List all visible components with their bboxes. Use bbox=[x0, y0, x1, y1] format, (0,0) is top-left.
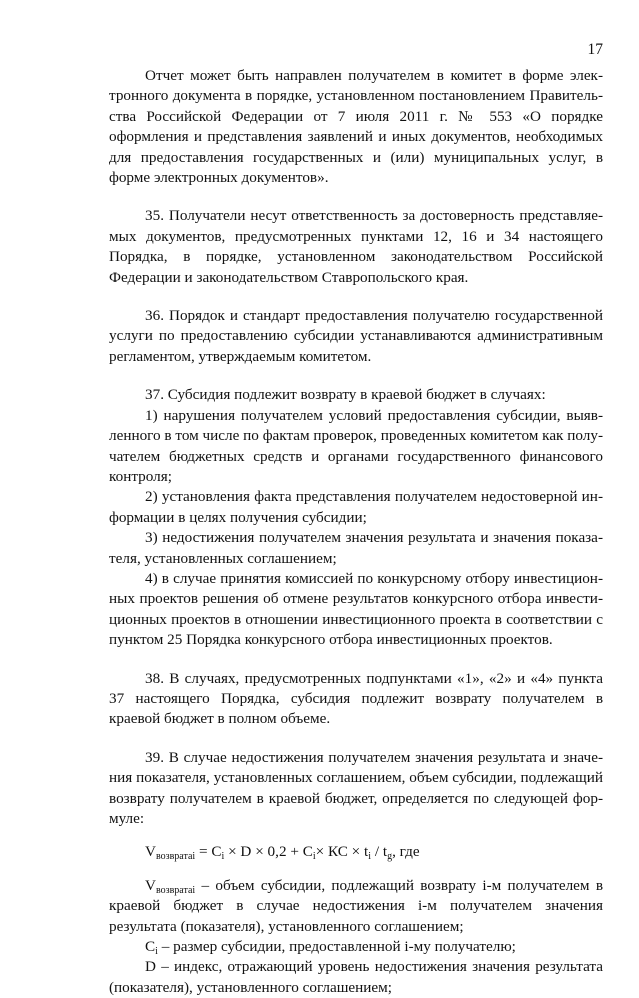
paragraph-36: 36. Порядок и стандарт предоставления получателю государственной услуги по предоставлению субсидии устанавливаются административным регламентом, утверждаемым комитетом. bbox=[109, 307, 603, 365]
definition-c-text: – размер субсидии, предоставленной i-му получателю; bbox=[157, 938, 516, 956]
definition-c-symbol: C bbox=[145, 938, 156, 956]
paragraph-35: 35. Получатели несут ответственность за достоверность представляемых документов, предусмотренных пунктами 12, 16 и 34 настоящего Порядка, в порядке, установленном законодательством Российской Федерации и законодательством Ставропольского края. bbox=[109, 207, 603, 286]
formula-v: V bbox=[145, 843, 156, 861]
formula-part1: = C bbox=[195, 843, 222, 861]
definition-c bbox=[109, 937, 603, 957]
formula-part4: / t bbox=[371, 843, 388, 861]
paragraph-37-item-2: 2) установления факта представления получателем недостоверной информации в целях получения субсидии; bbox=[109, 488, 603, 526]
definition-d: D – индекс, отражающий уровень недостижения значения результата (показателя), установленного соглашением; bbox=[109, 958, 603, 996]
formula-t-sub: i bbox=[368, 851, 372, 863]
definition-v-symbol: V bbox=[145, 876, 156, 894]
paragraph-37-item-1: 1) нарушения получателем условий предоставления субсидии, выявленного в том числе по фактам проверок, проведенных комитетом как получателем бюджетных средств и органами государственного финансового контроля; bbox=[109, 406, 603, 485]
formula-part2: × D × 0,2 + C bbox=[224, 843, 313, 861]
paragraph-38: 38. В случаях, предусмотренных подпунктами «1», «2» и «4» пункта 37 настоящего Порядка, субсидия подлежит возврату получателем в краевой бюджет в полном объеме. bbox=[109, 669, 603, 728]
formula-t-sub2: g bbox=[387, 851, 393, 863]
definition-v bbox=[109, 876, 603, 937]
paragraph-37: 37. Субсидия подлежит возврату в краевой бюджет в случаях: bbox=[145, 386, 546, 404]
formula-part3: × КС × t bbox=[315, 843, 369, 861]
formula-part5: , где bbox=[392, 843, 420, 861]
definition-v-text: – объем субсидии, подлежащий возврату i-м получателем в краевой бюджет в случае недостижения i-м получателем значения результата (показателя), установленного соглашением; bbox=[109, 876, 603, 935]
paragraph-report: Отчет может быть направлен получателем в комитет в форме электронного документа в порядке, установленном постановлением Правительства Российской Федерации от 7 июля 2011 г. № 553 «О порядке оформления и представления заявлений и иных документов, необходимых для предоставления государственных и (или) муниципальных услуг, в форме электронных документов». bbox=[109, 67, 603, 187]
formula-v-sub: возвратаi bbox=[155, 851, 196, 863]
definition-v-sub: возвратаi bbox=[155, 884, 196, 896]
paragraph-37-item-4: 4) в случае принятия комиссией по конкурсному отбору инвестиционных проектов решения об отмене результатов конкурсного отбора инвестиционных проектов в отношении инвестиционного проекта в соответствии с пунктом 25 Порядка конкурсного отбора инвестиционных проектов. bbox=[109, 569, 603, 649]
page-number: 17 bbox=[587, 41, 603, 58]
formula-c-sub: i bbox=[221, 851, 225, 863]
formula-c-sub2: i bbox=[312, 851, 316, 863]
formula bbox=[109, 842, 603, 862]
paragraph-39: 39. В случае недостижения получателем значения результата и значения показателя, установленных соглашением, объем субсидии, подлежащий возврату получателем в краевой бюджет, определяется по следующей формуле: bbox=[109, 748, 603, 827]
definition-c-sub: i bbox=[155, 946, 158, 958]
paragraph-37-item-3: 3) недостижения получателем значения результата и значения показателя, установленных соглашением; bbox=[109, 529, 603, 567]
